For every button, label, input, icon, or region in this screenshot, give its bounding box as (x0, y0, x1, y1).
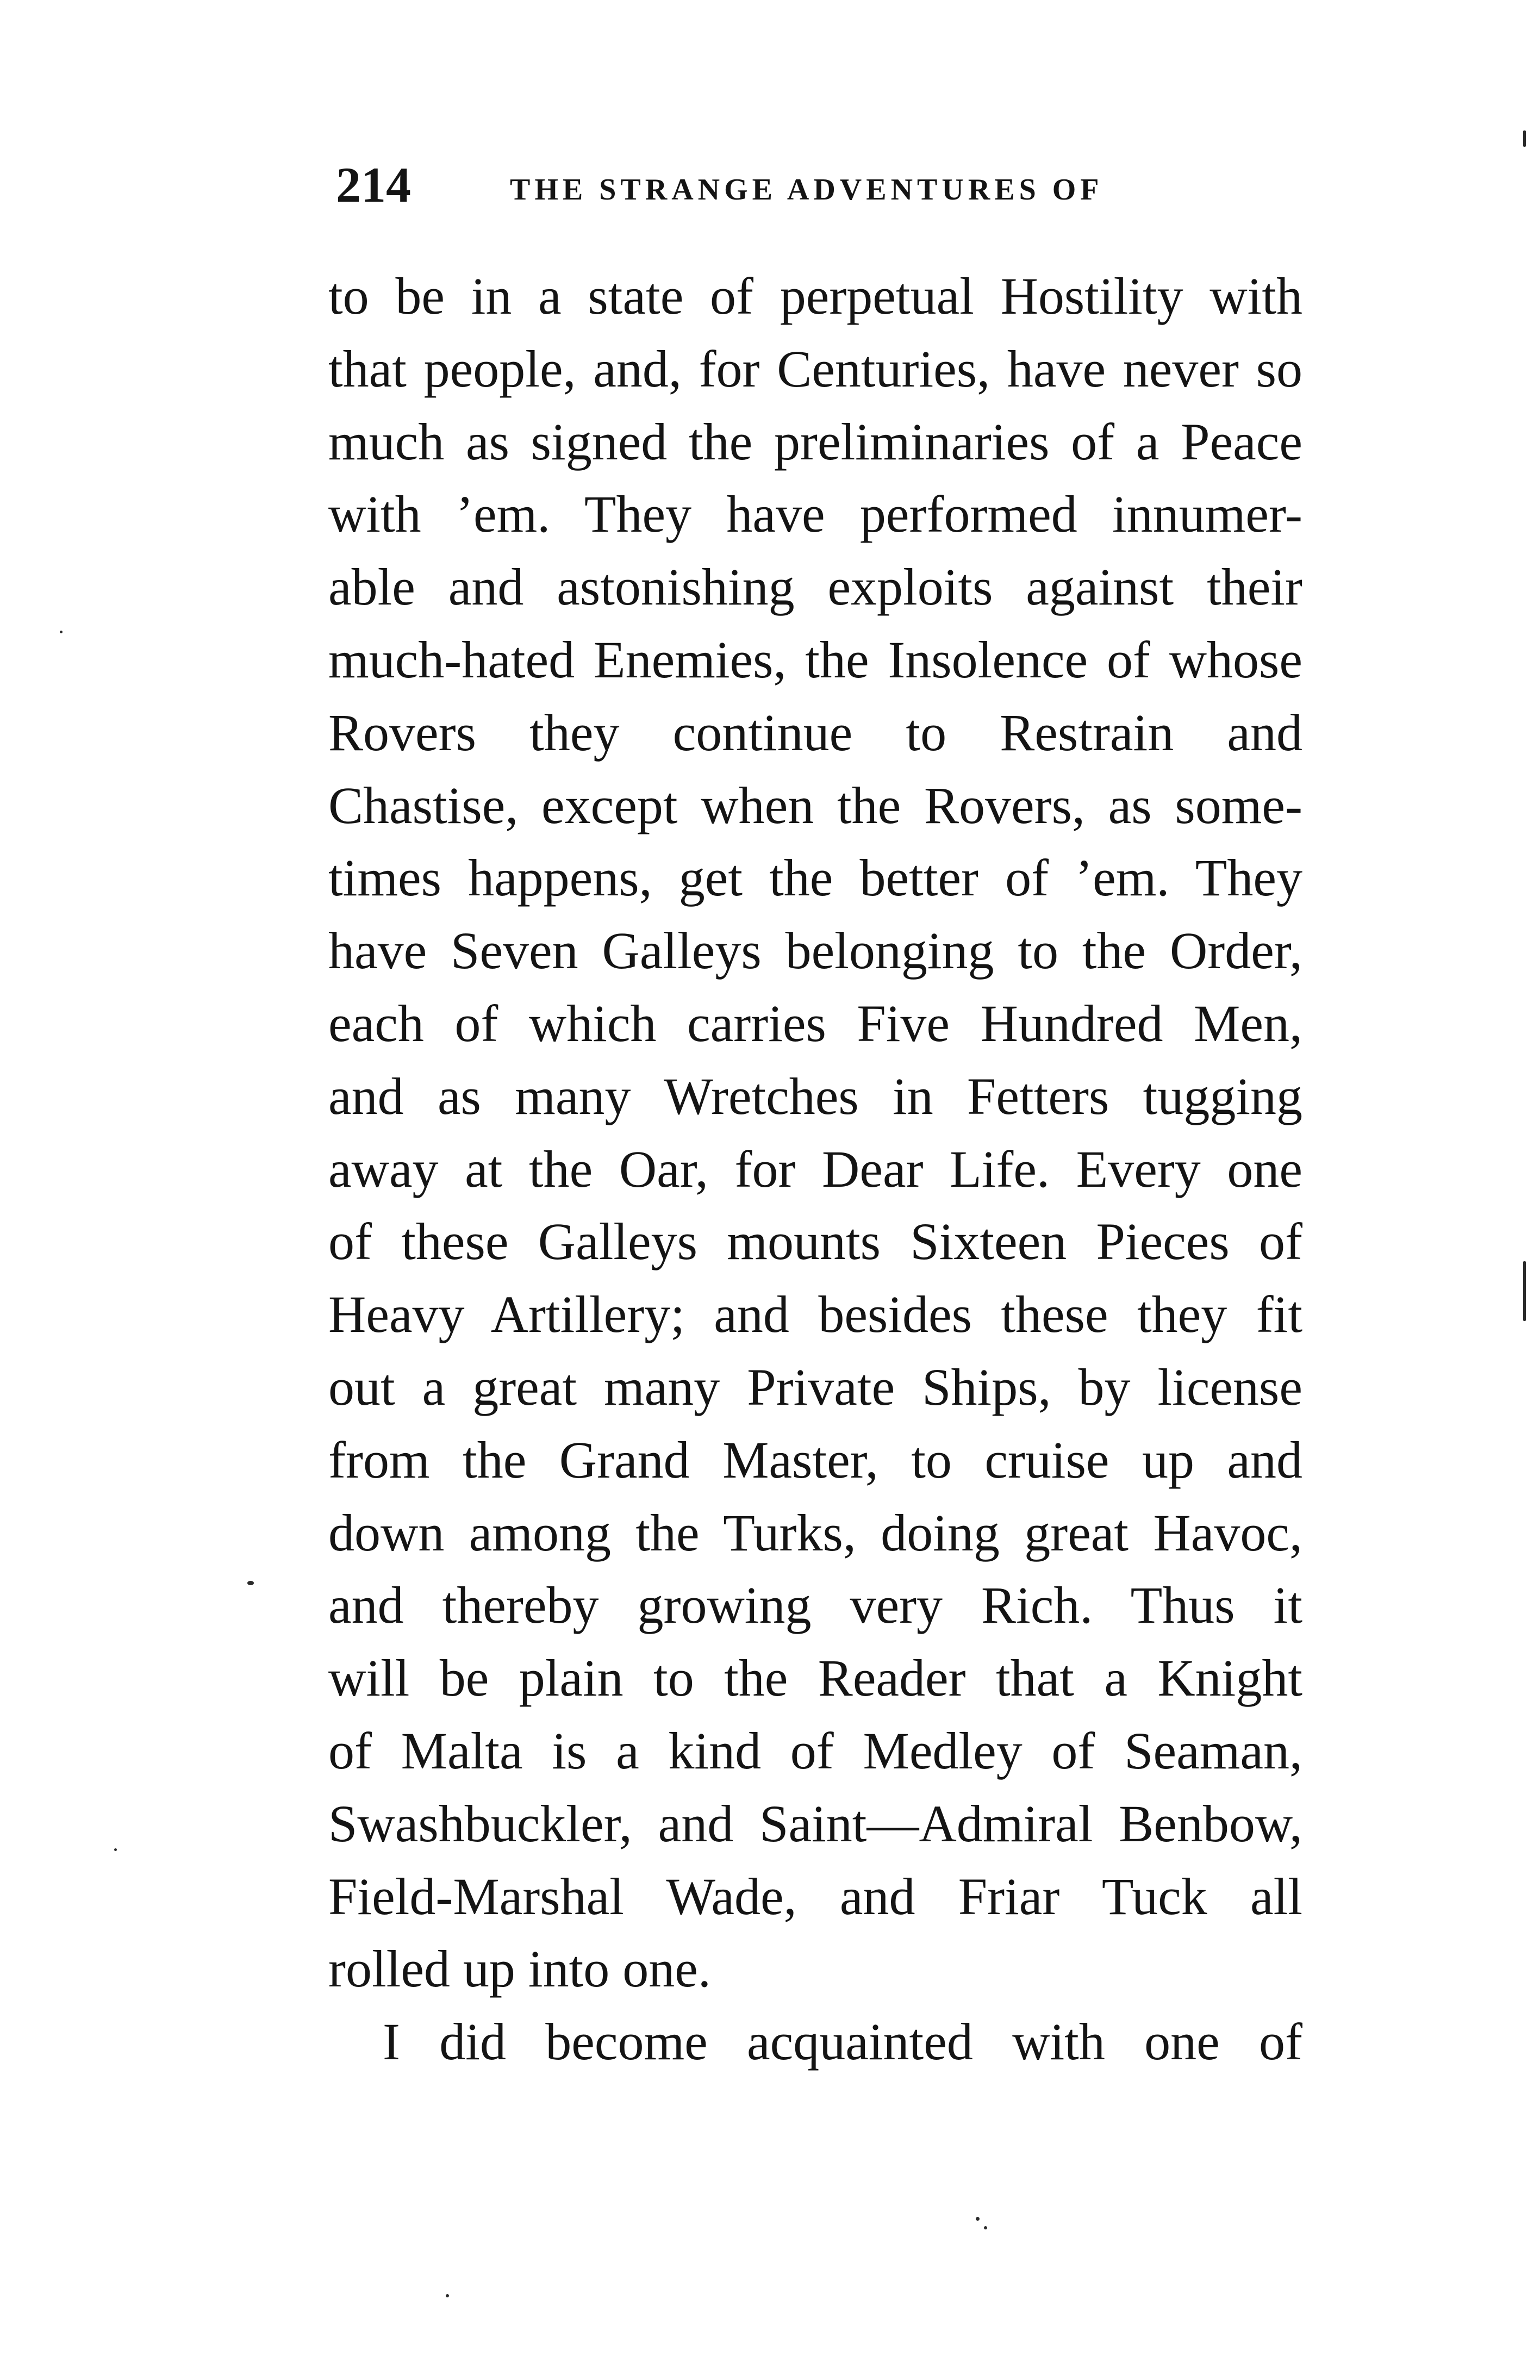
text-line: Chastise, except when the Rovers, as some- (328, 776, 1302, 834)
text-line: of Malta is a kind of Medley of Seaman, (328, 1721, 1302, 1780)
text-line: away at the Oar, for Dear Life. Every one (328, 1139, 1302, 1198)
scan-speck (1523, 130, 1526, 147)
text-line: Field-Marshal Wade, and Friar Tuck all (328, 1867, 1302, 1926)
text-line: that people, and, for Centuries, have never so (328, 339, 1302, 398)
text-line: and as many Wretches in Fetters tugging (328, 1067, 1302, 1125)
running-title: THE STRANGE ADVENTURES OF (510, 173, 1103, 207)
text-line: have Seven Galleys belonging to the Order, (328, 921, 1302, 980)
text-line: each of which carries Five Hundred Men, (328, 994, 1302, 1052)
page-header (336, 152, 1271, 217)
text-line: I did become acquainted with one of (383, 2013, 1302, 2071)
scan-speck (1523, 1261, 1526, 1321)
text-line: Rovers they continue to Restrain and (328, 703, 1302, 762)
text-line: Heavy Artillery; and besides these they fit (328, 1285, 1302, 1344)
text-line: much as signed the preliminaries of a Peace (328, 412, 1302, 471)
text-line: out a great many Private Ships, by license (328, 1357, 1302, 1416)
scan-speck (247, 1581, 254, 1585)
scan-speck (446, 2294, 449, 2297)
text-line: rolled up into one. (328, 1940, 711, 1998)
text-line: of these Galleys mounts Sixteen Pieces of (328, 1212, 1302, 1271)
scan-speck (984, 2226, 987, 2229)
text-line: able and astonishing exploits against their (328, 558, 1302, 616)
text-line: much-hated Enemies, the Insolence of whose (328, 630, 1302, 689)
text-line: from the Grand Master, to cruise up and (328, 1430, 1302, 1489)
scan-speck (60, 631, 63, 633)
text-line: Swashbuckler, and Saint—Admiral Benbow, (328, 1794, 1302, 1853)
page-number: 214 (336, 157, 411, 213)
text-line: down among the Turks, doing great Havoc, (328, 1503, 1302, 1562)
scan-speck (114, 1848, 117, 1851)
text-line: with ’em. They have performed innumer- (328, 485, 1302, 544)
text-line: will be plain to the Reader that a Knight (328, 1649, 1302, 1708)
scan-speck (976, 2217, 980, 2221)
body-text (328, 260, 1302, 2078)
text-line: times happens, get the better of ’em. They (328, 849, 1302, 907)
text-line: and thereby growing very Rich. Thus it (328, 1576, 1302, 1635)
text-line: to be in a state of perpetual Hostility with (328, 267, 1302, 325)
